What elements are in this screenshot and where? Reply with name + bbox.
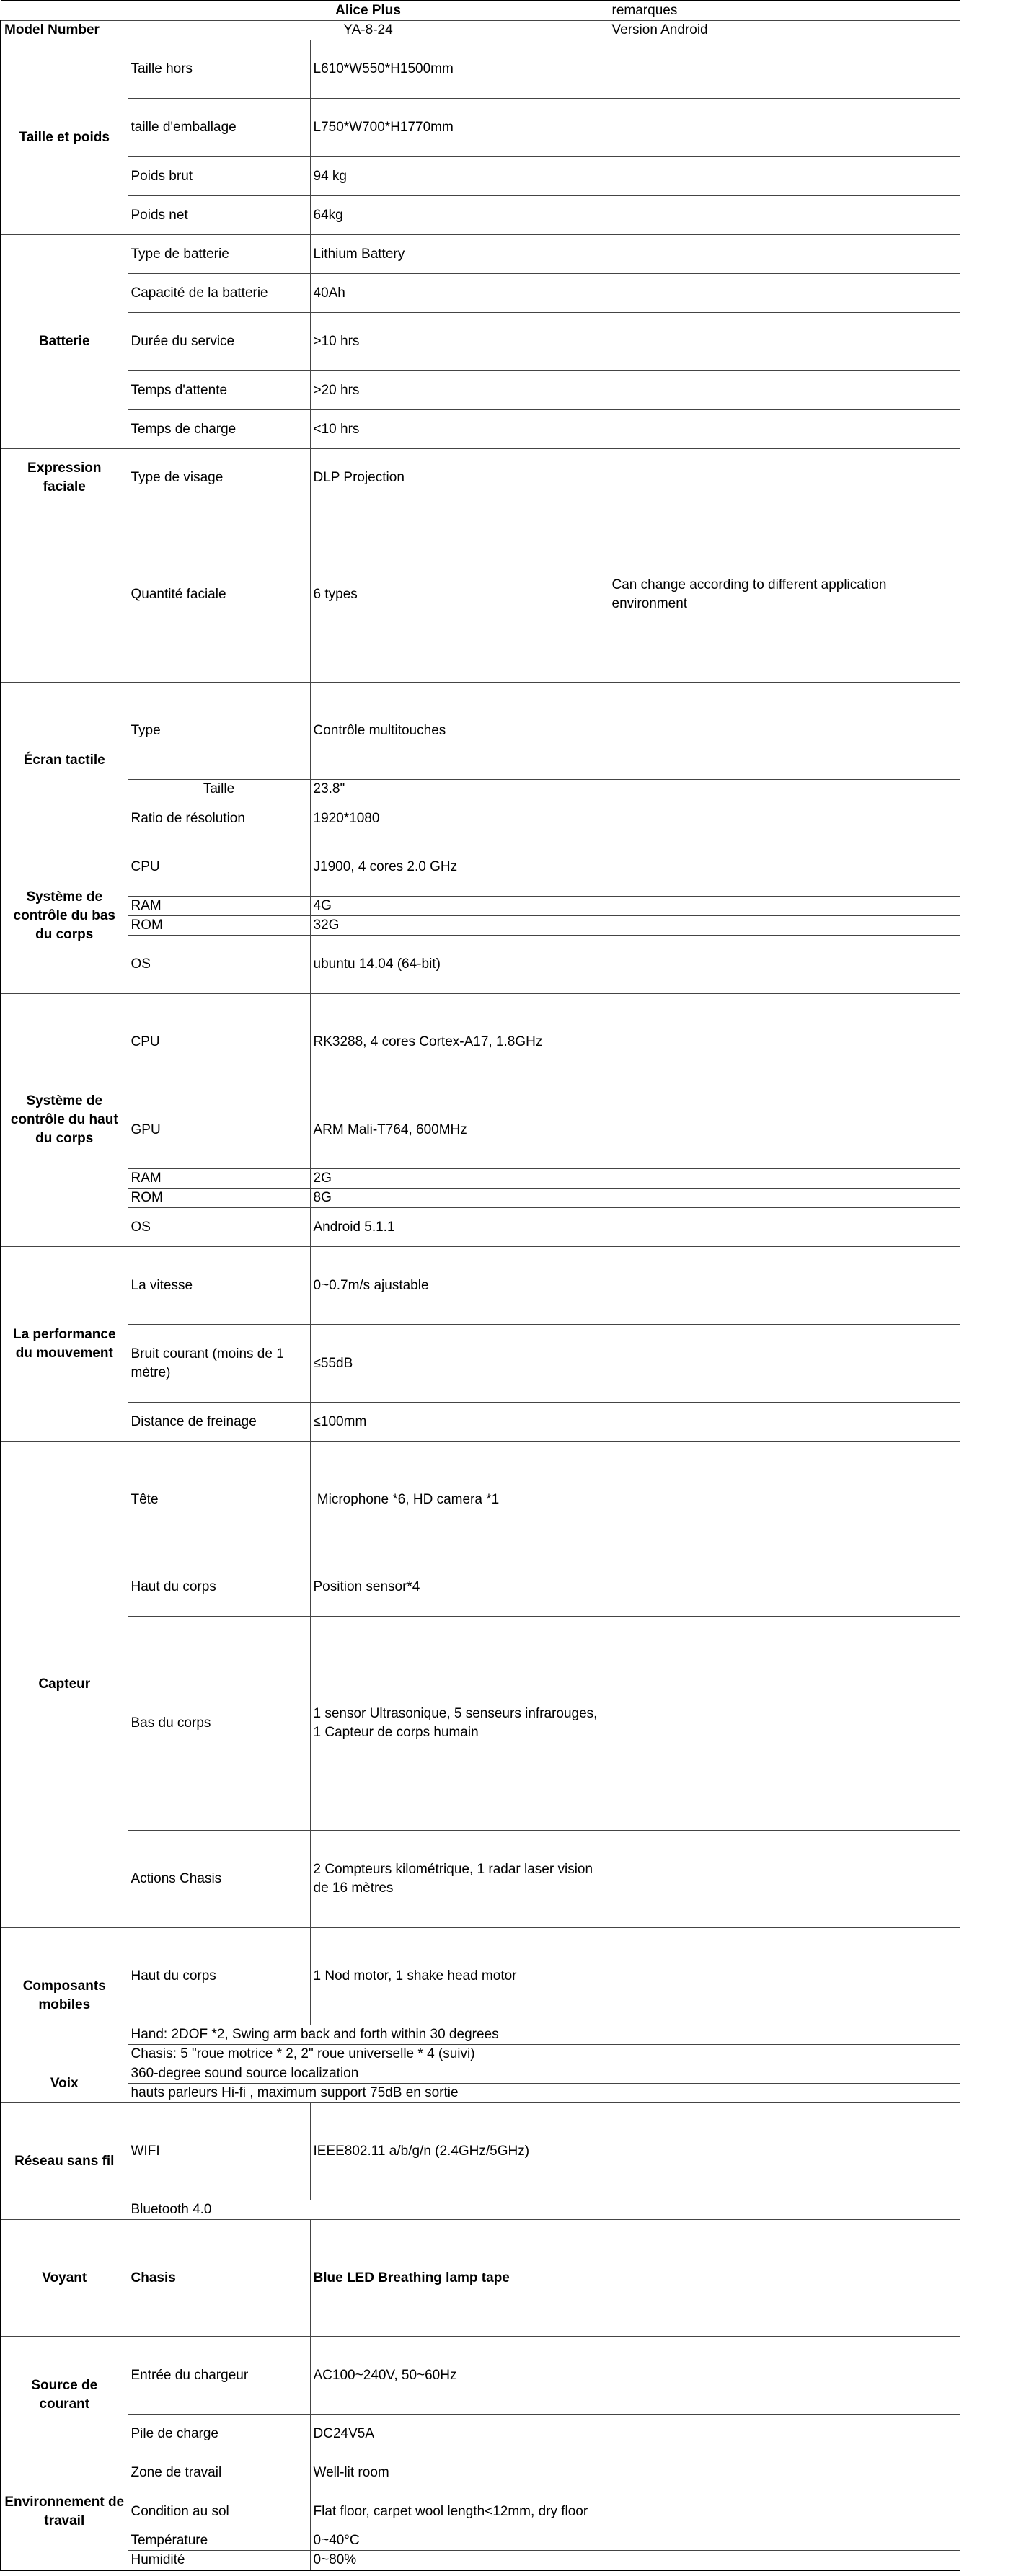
- table-row: [1, 2025, 960, 2045]
- spec-value: 6 types: [310, 507, 609, 683]
- spec-remark: [609, 916, 960, 936]
- spec-label: Type de visage: [128, 449, 310, 507]
- spec-remark: Can change according to different application environment: [609, 507, 960, 683]
- spec-label: Distance de freinage: [128, 1403, 310, 1442]
- spec-label: Temps de charge: [128, 410, 310, 449]
- table-row: [1, 1928, 960, 2025]
- spec-remark: [609, 2084, 960, 2103]
- table-row: [1, 1442, 960, 1558]
- spec-remark: [609, 1442, 960, 1558]
- category-lower-control: Système de contrôle du bas du corps: [1, 838, 128, 994]
- table-row: [1, 2064, 960, 2084]
- spec-remark: [609, 936, 960, 994]
- spec-label: Condition au sol: [128, 2492, 310, 2531]
- table-row: [1, 410, 960, 449]
- spec-remark: [609, 2064, 960, 2084]
- model-label: Model Number: [1, 21, 128, 40]
- table-row: [1, 449, 960, 507]
- spec-remark: [609, 196, 960, 235]
- spec-remark: [609, 2453, 960, 2492]
- table-row: [1, 2045, 960, 2064]
- spec-value: Microphone *6, HD camera *1: [310, 1442, 609, 1558]
- category-upper-control: Système de contrôle du haut du corps: [1, 994, 128, 1247]
- spec-label: Ratio de résolution: [128, 799, 310, 838]
- table-row: [1, 157, 960, 196]
- spec-label: Actions Chasis: [128, 1831, 310, 1928]
- spec-label: ROM: [128, 1189, 310, 1208]
- table-row: [1, 683, 960, 780]
- spec-label: ROM: [128, 916, 310, 936]
- spec-remark: [609, 371, 960, 410]
- spec-remark: [609, 1247, 960, 1325]
- spec-value: 0~80%: [310, 2551, 609, 2571]
- spec-remark: [609, 1831, 960, 1928]
- spec-label: Tête: [128, 1442, 310, 1558]
- spec-label: Bruit courant (moins de 1 mètre): [128, 1325, 310, 1403]
- spec-value: Lithium Battery: [310, 235, 609, 274]
- spec-value: J1900, 4 cores 2.0 GHz: [310, 838, 609, 897]
- spec-label: Température: [128, 2531, 310, 2551]
- spec-label: Taille: [128, 780, 310, 799]
- spec-value: L610*W550*H1500mm: [310, 40, 609, 99]
- spec-label: Type de batterie: [128, 235, 310, 274]
- category-indicator: Voyant: [1, 2220, 128, 2337]
- spec-remark: [609, 2220, 960, 2337]
- model-row: [1, 21, 960, 40]
- spec-value: Blue LED Breathing lamp tape: [310, 2220, 609, 2337]
- spec-remark: [609, 1091, 960, 1169]
- table-row: [1, 2084, 960, 2103]
- spec-full: Hand: 2DOF *2, Swing arm back and forth within 30 degrees: [128, 2025, 609, 2045]
- product-title: Alice Plus: [128, 1, 609, 21]
- table-row: [1, 2531, 960, 2551]
- header-row: [1, 1, 960, 21]
- spec-value: 40Ah: [310, 274, 609, 313]
- spec-value: 0~40°C: [310, 2531, 609, 2551]
- spec-remark: [609, 2045, 960, 2064]
- table-row: [1, 274, 960, 313]
- category-moving-parts: Composants mobiles: [1, 1928, 128, 2064]
- spec-remark: [609, 994, 960, 1091]
- spec-label: GPU: [128, 1091, 310, 1169]
- spec-remark: [609, 2531, 960, 2551]
- spec-value: 8G: [310, 1189, 609, 1208]
- spec-remark: [609, 235, 960, 274]
- table-row: [1, 1617, 960, 1831]
- category-motion: La performance du mouvement: [1, 1247, 128, 1442]
- table-row: [1, 916, 960, 936]
- spec-remark: [609, 274, 960, 313]
- spec-value: 2G: [310, 1169, 609, 1189]
- spec-remark: [609, 2025, 960, 2045]
- spec-value: IEEE802.11 a/b/g/n (2.4GHz/5GHz): [310, 2103, 609, 2200]
- spec-label: Haut du corps: [128, 1558, 310, 1617]
- spec-remark: [609, 2415, 960, 2453]
- spec-remark: [609, 99, 960, 157]
- category-facial: Expression faciale: [1, 449, 128, 507]
- category-battery: Batterie: [1, 235, 128, 449]
- spec-value: Well-lit room: [310, 2453, 609, 2492]
- spec-value: 2 Compteurs kilométrique, 1 radar laser vision de 16 mètres: [310, 1831, 609, 1928]
- category-environment: Environnement de travail: [1, 2453, 128, 2571]
- table-row: [1, 235, 960, 274]
- spec-value: ARM Mali-T764, 600MHz: [310, 1091, 609, 1169]
- category-sensor: Capteur: [1, 1442, 128, 1928]
- spec-value: 1920*1080: [310, 799, 609, 838]
- spec-value: RK3288, 4 cores Cortex-A17, 1.8GHz: [310, 994, 609, 1091]
- table-row: [1, 897, 960, 916]
- spec-label: Haut du corps: [128, 1928, 310, 2025]
- spec-label: CPU: [128, 838, 310, 897]
- spec-remark: [609, 780, 960, 799]
- spec-label: Entrée du chargeur: [128, 2337, 310, 2415]
- spec-remark: [609, 2337, 960, 2415]
- spec-value: 4G: [310, 897, 609, 916]
- spec-remark: [609, 157, 960, 196]
- table-row: [1, 2453, 960, 2492]
- spec-label: La vitesse: [128, 1247, 310, 1325]
- spec-label: Temps d'attente: [128, 371, 310, 410]
- table-row: [1, 2103, 960, 2200]
- spec-value: <10 hrs: [310, 410, 609, 449]
- table-row: [1, 2415, 960, 2453]
- spec-label: Quantité faciale: [128, 507, 310, 683]
- spec-full: Chasis: 5 "roue motrice * 2, 2" roue universelle * 4 (suivi): [128, 2045, 609, 2064]
- spec-value: 32G: [310, 916, 609, 936]
- table-row: [1, 2551, 960, 2571]
- spec-value: 94 kg: [310, 157, 609, 196]
- spec-label: Capacité de la batterie: [128, 274, 310, 313]
- table-row: [1, 2492, 960, 2531]
- table-row: [1, 371, 960, 410]
- spec-label: RAM: [128, 1169, 310, 1189]
- spec-value: ubuntu 14.04 (64-bit): [310, 936, 609, 994]
- table-row: [1, 1325, 960, 1403]
- spec-label: Type: [128, 683, 310, 780]
- spec-remark: [609, 2492, 960, 2531]
- spec-remark: [609, 1325, 960, 1403]
- table-row: [1, 2337, 960, 2415]
- spec-label: WIFI: [128, 2103, 310, 2200]
- spec-remark: [609, 40, 960, 99]
- spec-value: ≤55dB: [310, 1325, 609, 1403]
- model-value: YA-8-24: [128, 21, 609, 40]
- spec-label: Poids net: [128, 196, 310, 235]
- table-row: [1, 1208, 960, 1247]
- category-touchscreen: Écran tactile: [1, 683, 128, 838]
- spec-remark: [609, 1928, 960, 2025]
- spec-label: Humidité: [128, 2551, 310, 2571]
- table-row: [1, 1403, 960, 1442]
- spec-full: Bluetooth 4.0: [128, 2200, 609, 2220]
- spec-label: CPU: [128, 994, 310, 1091]
- spec-label: RAM: [128, 897, 310, 916]
- spec-label: Chasis: [128, 2220, 310, 2337]
- spec-value: >10 hrs: [310, 313, 609, 371]
- spec-value: Contrôle multitouches: [310, 683, 609, 780]
- table-row: [1, 1558, 960, 1617]
- table-row: [1, 2220, 960, 2337]
- table-row: [1, 40, 960, 99]
- spec-value: L750*W700*H1770mm: [310, 99, 609, 157]
- spec-value: DC24V5A: [310, 2415, 609, 2453]
- spec-remark: [609, 1403, 960, 1442]
- spec-value: ≤100mm: [310, 1403, 609, 1442]
- spec-remark: [609, 799, 960, 838]
- spec-remark: [609, 1169, 960, 1189]
- table-row: [1, 780, 960, 799]
- table-row: [1, 313, 960, 371]
- spec-remark: [609, 449, 960, 507]
- spec-remark: [609, 410, 960, 449]
- table-row: [1, 1091, 960, 1169]
- spec-value: 64kg: [310, 196, 609, 235]
- spec-remark: [609, 683, 960, 780]
- table-row: [1, 196, 960, 235]
- spec-value: >20 hrs: [310, 371, 609, 410]
- spec-remark: [609, 1617, 960, 1831]
- spec-remark: [609, 2551, 960, 2571]
- remarks-header: remarques: [609, 1, 960, 21]
- table-row: [1, 99, 960, 157]
- spec-label: OS: [128, 936, 310, 994]
- category-voice: Voix: [1, 2064, 128, 2103]
- spec-value: AC100~240V, 50~60Hz: [310, 2337, 609, 2415]
- spec-value: Android 5.1.1: [310, 1208, 609, 1247]
- spec-label: Bas du corps: [128, 1617, 310, 1831]
- spec-value: 23.8": [310, 780, 609, 799]
- spec-label: Poids brut: [128, 157, 310, 196]
- table-row: [1, 1169, 960, 1189]
- spec-remark: [609, 1558, 960, 1617]
- category-wireless: Réseau sans fil: [1, 2103, 128, 2220]
- category-size-weight: Taille et poids: [1, 40, 128, 235]
- spec-value: 1 sensor Ultrasonique, 5 senseurs infrarouges, 1 Capteur de corps humain: [310, 1617, 609, 1831]
- table-row: [1, 507, 960, 683]
- spec-value: DLP Projection: [310, 449, 609, 507]
- table-row: [1, 1189, 960, 1208]
- spec-label: Zone de travail: [128, 2453, 310, 2492]
- spec-full: hauts parleurs Hi-fi , maximum support 75dB en sortie: [128, 2084, 609, 2103]
- category-power: Source de courant: [1, 2337, 128, 2453]
- spec-value: Flat floor, carpet wool length<12mm, dry floor: [310, 2492, 609, 2531]
- version-label: Version Android: [609, 21, 960, 40]
- spec-full: 360-degree sound source localization: [128, 2064, 609, 2084]
- table-row: [1, 936, 960, 994]
- table-row: [1, 2200, 960, 2220]
- spec-remark: [609, 2103, 960, 2200]
- table-row: [1, 838, 960, 897]
- spec-remark: [609, 2200, 960, 2220]
- spec-remark: [609, 313, 960, 371]
- spec-label: OS: [128, 1208, 310, 1247]
- spec-remark: [609, 1208, 960, 1247]
- spec-label: Pile de charge: [128, 2415, 310, 2453]
- spec-remark: [609, 838, 960, 897]
- table-row: [1, 1247, 960, 1325]
- spec-label: Taille hors: [128, 40, 310, 99]
- spec-label: taille d'emballage: [128, 99, 310, 157]
- table-row: [1, 799, 960, 838]
- spec-value: 1 Nod motor, 1 shake head motor: [310, 1928, 609, 2025]
- table-row: [1, 1831, 960, 1928]
- spec-label: Durée du service: [128, 313, 310, 371]
- spec-remark: [609, 897, 960, 916]
- spec-value: 0~0.7m/s ajustable: [310, 1247, 609, 1325]
- table-row: [1, 994, 960, 1091]
- spec-remark: [609, 1189, 960, 1208]
- spec-value: Position sensor*4: [310, 1558, 609, 1617]
